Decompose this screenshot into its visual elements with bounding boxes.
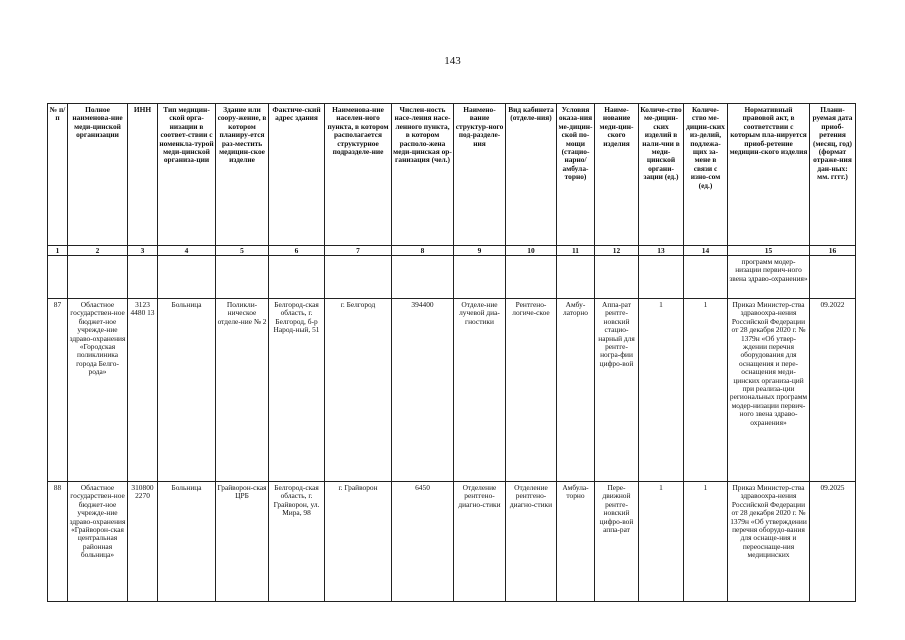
continuation-row bbox=[48, 256, 856, 299]
inn-cell: 310800 2270 bbox=[128, 482, 158, 602]
header-row bbox=[48, 104, 856, 246]
column-number: 12 bbox=[595, 246, 639, 256]
table-cell bbox=[557, 256, 595, 299]
page-number: 143 bbox=[444, 55, 461, 67]
purchase-date-cell: 09.2022 bbox=[810, 299, 856, 482]
organization-name-cell: Областное государствен-ное бюджет-ное учрежде-ние здраво-охранения «Городская поликлиника города Белго-рода» bbox=[68, 299, 128, 482]
locality-cell: г. Грайворон bbox=[325, 482, 392, 602]
column-number: 9 bbox=[454, 246, 506, 256]
column-number: 15 bbox=[728, 246, 810, 256]
table-cell bbox=[454, 256, 506, 299]
replacement-count-cell: 1 bbox=[684, 482, 728, 602]
header-cell-16: Плани-руемая дата приоб-ретения (месяц, год) (формат отраже-ния дан-ных: мм. гггг.) bbox=[810, 104, 856, 246]
table-cell bbox=[639, 256, 684, 299]
header-cell-9: Наимено-вание структур-ного под-разделе-ния bbox=[454, 104, 506, 246]
column-number: 1 bbox=[48, 246, 68, 256]
column-number: 7 bbox=[325, 246, 392, 256]
row-number-cell: 87 bbox=[48, 299, 68, 482]
subdivision-cell: Отделе-ние лучевой диа-гностики bbox=[454, 299, 506, 482]
column-number: 14 bbox=[684, 246, 728, 256]
table-cell bbox=[684, 256, 728, 299]
equipment-table bbox=[47, 103, 856, 602]
header-cell-6: Фактиче-ский адрес здания bbox=[269, 104, 325, 246]
column-number: 3 bbox=[128, 246, 158, 256]
device-count-cell: 1 bbox=[639, 299, 684, 482]
header-cell-14: Количе-ство ме-дицин-ских из-делий, подлежа-щих за-мене в связи с изно-сом (ед.) bbox=[684, 104, 728, 246]
replacement-count-cell: 1 bbox=[684, 299, 728, 482]
legal-act-cell: Приказ Министер-ства здравоохра-нения Российской Федерации от 28 декабря 2020 г. № 1379н «Об утвер-ждении перечня оборудования для оснащения и пере-оснащения меди-цинских организа-ций при реализа-ции региональных программ модер-низации первич-ного звена здраво-охранения» bbox=[728, 299, 810, 482]
column-number: 13 bbox=[639, 246, 684, 256]
org-type-cell: Больница bbox=[158, 482, 216, 602]
header-cell-8: Числен-ность насе-ления насе-ленного пункта, в котором располо-жена меди-цинская ор-ганизация (чел.) bbox=[392, 104, 454, 246]
inn-cell: 3123 4480 13 bbox=[128, 299, 158, 482]
locality-cell: г. Белгород bbox=[325, 299, 392, 482]
device-name-cell: Аппа-рат рентге-новский стацио-нарный для рентге-ногра-фии цифро-вой bbox=[595, 299, 639, 482]
legal-act-cell: Приказ Министер-ства здравоохра-нения Российской Федерации от 28 декабря 2020 г. № 1379н «Об утверждении перечня оборудо-вания для оснаще-ния и переоснаще-ния медицинских bbox=[728, 482, 810, 602]
table-cell bbox=[392, 256, 454, 299]
population-cell: 6450 bbox=[392, 482, 454, 602]
cabinet-type-cell: Отделение рентгено-диагно-стики bbox=[506, 482, 557, 602]
organization-name-cell: Областное государствен-ное бюджет-ное учрежде-ние здраво-охранения «Грайворон-ская центральная районная больница» bbox=[68, 482, 128, 602]
header-cell-13: Количе-ство ме-дицин-ских изделий в нали-чии в меди-цинской органи-зации (ед.) bbox=[639, 104, 684, 246]
table-cell bbox=[269, 256, 325, 299]
column-number: 16 bbox=[810, 246, 856, 256]
header-cell-5: Здание или соору-жение, в котором планиру-ется раз-местить медицин-ское изделие bbox=[216, 104, 269, 246]
building-cell: Поликли-ническое отделе-ние № 2 bbox=[216, 299, 269, 482]
table-row bbox=[48, 299, 856, 482]
table-cell bbox=[595, 256, 639, 299]
header-cell-12: Наиме-нование меди-цин-ского изделия bbox=[595, 104, 639, 246]
header-cell-2: Полное наименова-ние меди-цинской организации bbox=[68, 104, 128, 246]
table-cell bbox=[158, 256, 216, 299]
column-number: 2 bbox=[68, 246, 128, 256]
address-cell: Белгород-ская область, г. Белгород, б-р Народ-ный, 51 bbox=[269, 299, 325, 482]
device-name-cell: Пере-движной рентге-новский цифро-вой аппа-рат bbox=[595, 482, 639, 602]
header-cell-3: ИНН bbox=[128, 104, 158, 246]
column-number-row bbox=[48, 246, 856, 256]
header-cell-15: Нормативный правовой акт, в соответствии с которым пла-нируется приоб-ретение медицин-ского изделия bbox=[728, 104, 810, 246]
column-number: 10 bbox=[506, 246, 557, 256]
building-cell: Грайворон-ская ЦРБ bbox=[216, 482, 269, 602]
org-type-cell: Больница bbox=[158, 299, 216, 482]
table-row bbox=[48, 482, 856, 602]
table-cell bbox=[506, 256, 557, 299]
column-number: 5 bbox=[216, 246, 269, 256]
header-cell-1: № п/п bbox=[48, 104, 68, 246]
table-cell bbox=[810, 256, 856, 299]
cabinet-type-cell: Рентгено-логиче-ское bbox=[506, 299, 557, 482]
header-cell-11: Условия оказа-ния ме-дицин-ской по-мощи (стацио-нарно/ амбула-торно) bbox=[557, 104, 595, 246]
table-cell bbox=[325, 256, 392, 299]
table-cell bbox=[48, 256, 68, 299]
purchase-date-cell: 09.2025 bbox=[810, 482, 856, 602]
header-cell-7: Наименова-ние населен-ного пункта, в котором располагается структурное подразделе-ние bbox=[325, 104, 392, 246]
device-count-cell: 1 bbox=[639, 482, 684, 602]
column-number: 4 bbox=[158, 246, 216, 256]
table-cell bbox=[68, 256, 128, 299]
subdivision-cell: Отделение рентгено-диагно-стики bbox=[454, 482, 506, 602]
legal-act-cell: программ модер-низации первич-ного звена здраво-охранения» bbox=[728, 256, 810, 299]
header-cell-4: Тип медицин-ской орга-низации в соответ-ствии с номенкла-турой меди-цинской организа-ции bbox=[158, 104, 216, 246]
header-cell-10: Вид кабинета (отделе-ния) bbox=[506, 104, 557, 246]
column-number: 6 bbox=[269, 246, 325, 256]
population-cell: 394400 bbox=[392, 299, 454, 482]
row-number-cell: 88 bbox=[48, 482, 68, 602]
table-cell bbox=[216, 256, 269, 299]
care-conditions-cell: Амбу-латорно bbox=[557, 299, 595, 482]
table-cell bbox=[128, 256, 158, 299]
column-number: 8 bbox=[392, 246, 454, 256]
address-cell: Белгород-ская область, г. Грайворон, ул. Мира, 98 bbox=[269, 482, 325, 602]
column-number: 11 bbox=[557, 246, 595, 256]
care-conditions-cell: Амбула-торно bbox=[557, 482, 595, 602]
